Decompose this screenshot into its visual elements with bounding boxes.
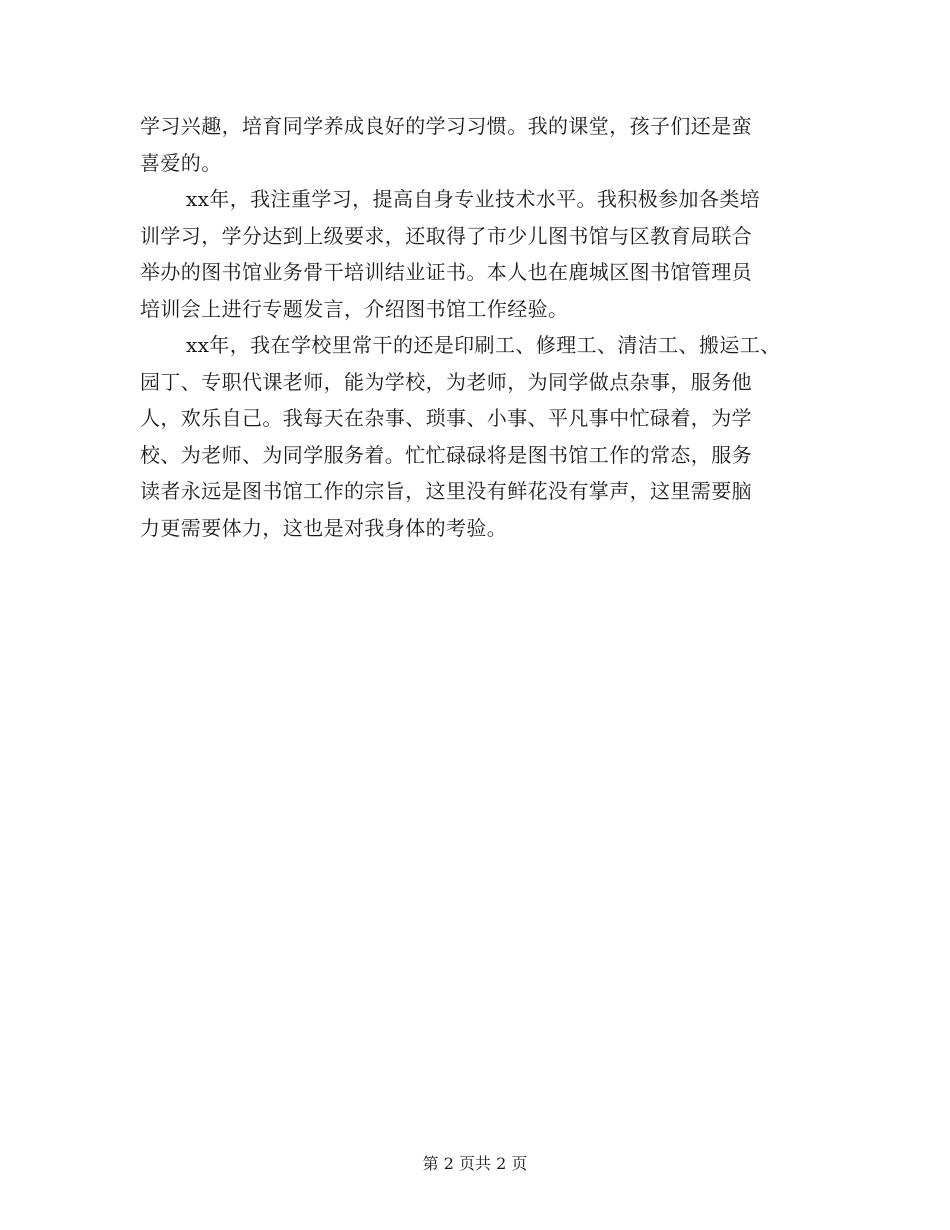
text-line: 园丁、专职代课老师，能为学校，为老师，为同学做点杂事，服务他 xyxy=(140,369,752,394)
text-line: 读者永远是图书馆工作的宗旨，这里没有鲜花没有掌声，这里需要脑 xyxy=(140,479,752,503)
text-line: 力更需要体力，这也是对我身体的考验。 xyxy=(140,515,508,540)
page-number: 第 2 页共 2 页 xyxy=(422,1154,528,1173)
text-line: 培训会上进行专题发言，介绍图书馆工作经验。 xyxy=(140,296,569,321)
text-line: 学习兴趣，培育同学养成良好的学习习惯。我的课堂，孩子们还是蛮 xyxy=(140,114,752,138)
page-footer xyxy=(0,1153,950,1175)
text-line: 喜爱的。 xyxy=(140,150,222,175)
paragraph-start-line: xx年，我在学校里常干的还是印刷工、修理工、清洁工、搬运工、 xyxy=(186,333,781,357)
text-line: 人，欢乐自己。我每天在杂事、琐事、小事、平凡事中忙碌着，为学 xyxy=(140,406,752,430)
text-line: 举办的图书馆业务骨干培训结业证书。本人也在鹿城区图书馆管理员 xyxy=(140,260,752,284)
text-line: 校、为老师、为同学服务着。忙忙碌碌将是图书馆工作的常态，服务 xyxy=(140,442,752,467)
paragraph-start-line: xx年，我注重学习，提高自身专业技术水平。我积极参加各类培 xyxy=(186,187,761,211)
text-line: 训学习，学分达到上级要求，还取得了市少儿图书馆与区教育局联合 xyxy=(140,223,752,248)
body-text xyxy=(140,108,820,546)
